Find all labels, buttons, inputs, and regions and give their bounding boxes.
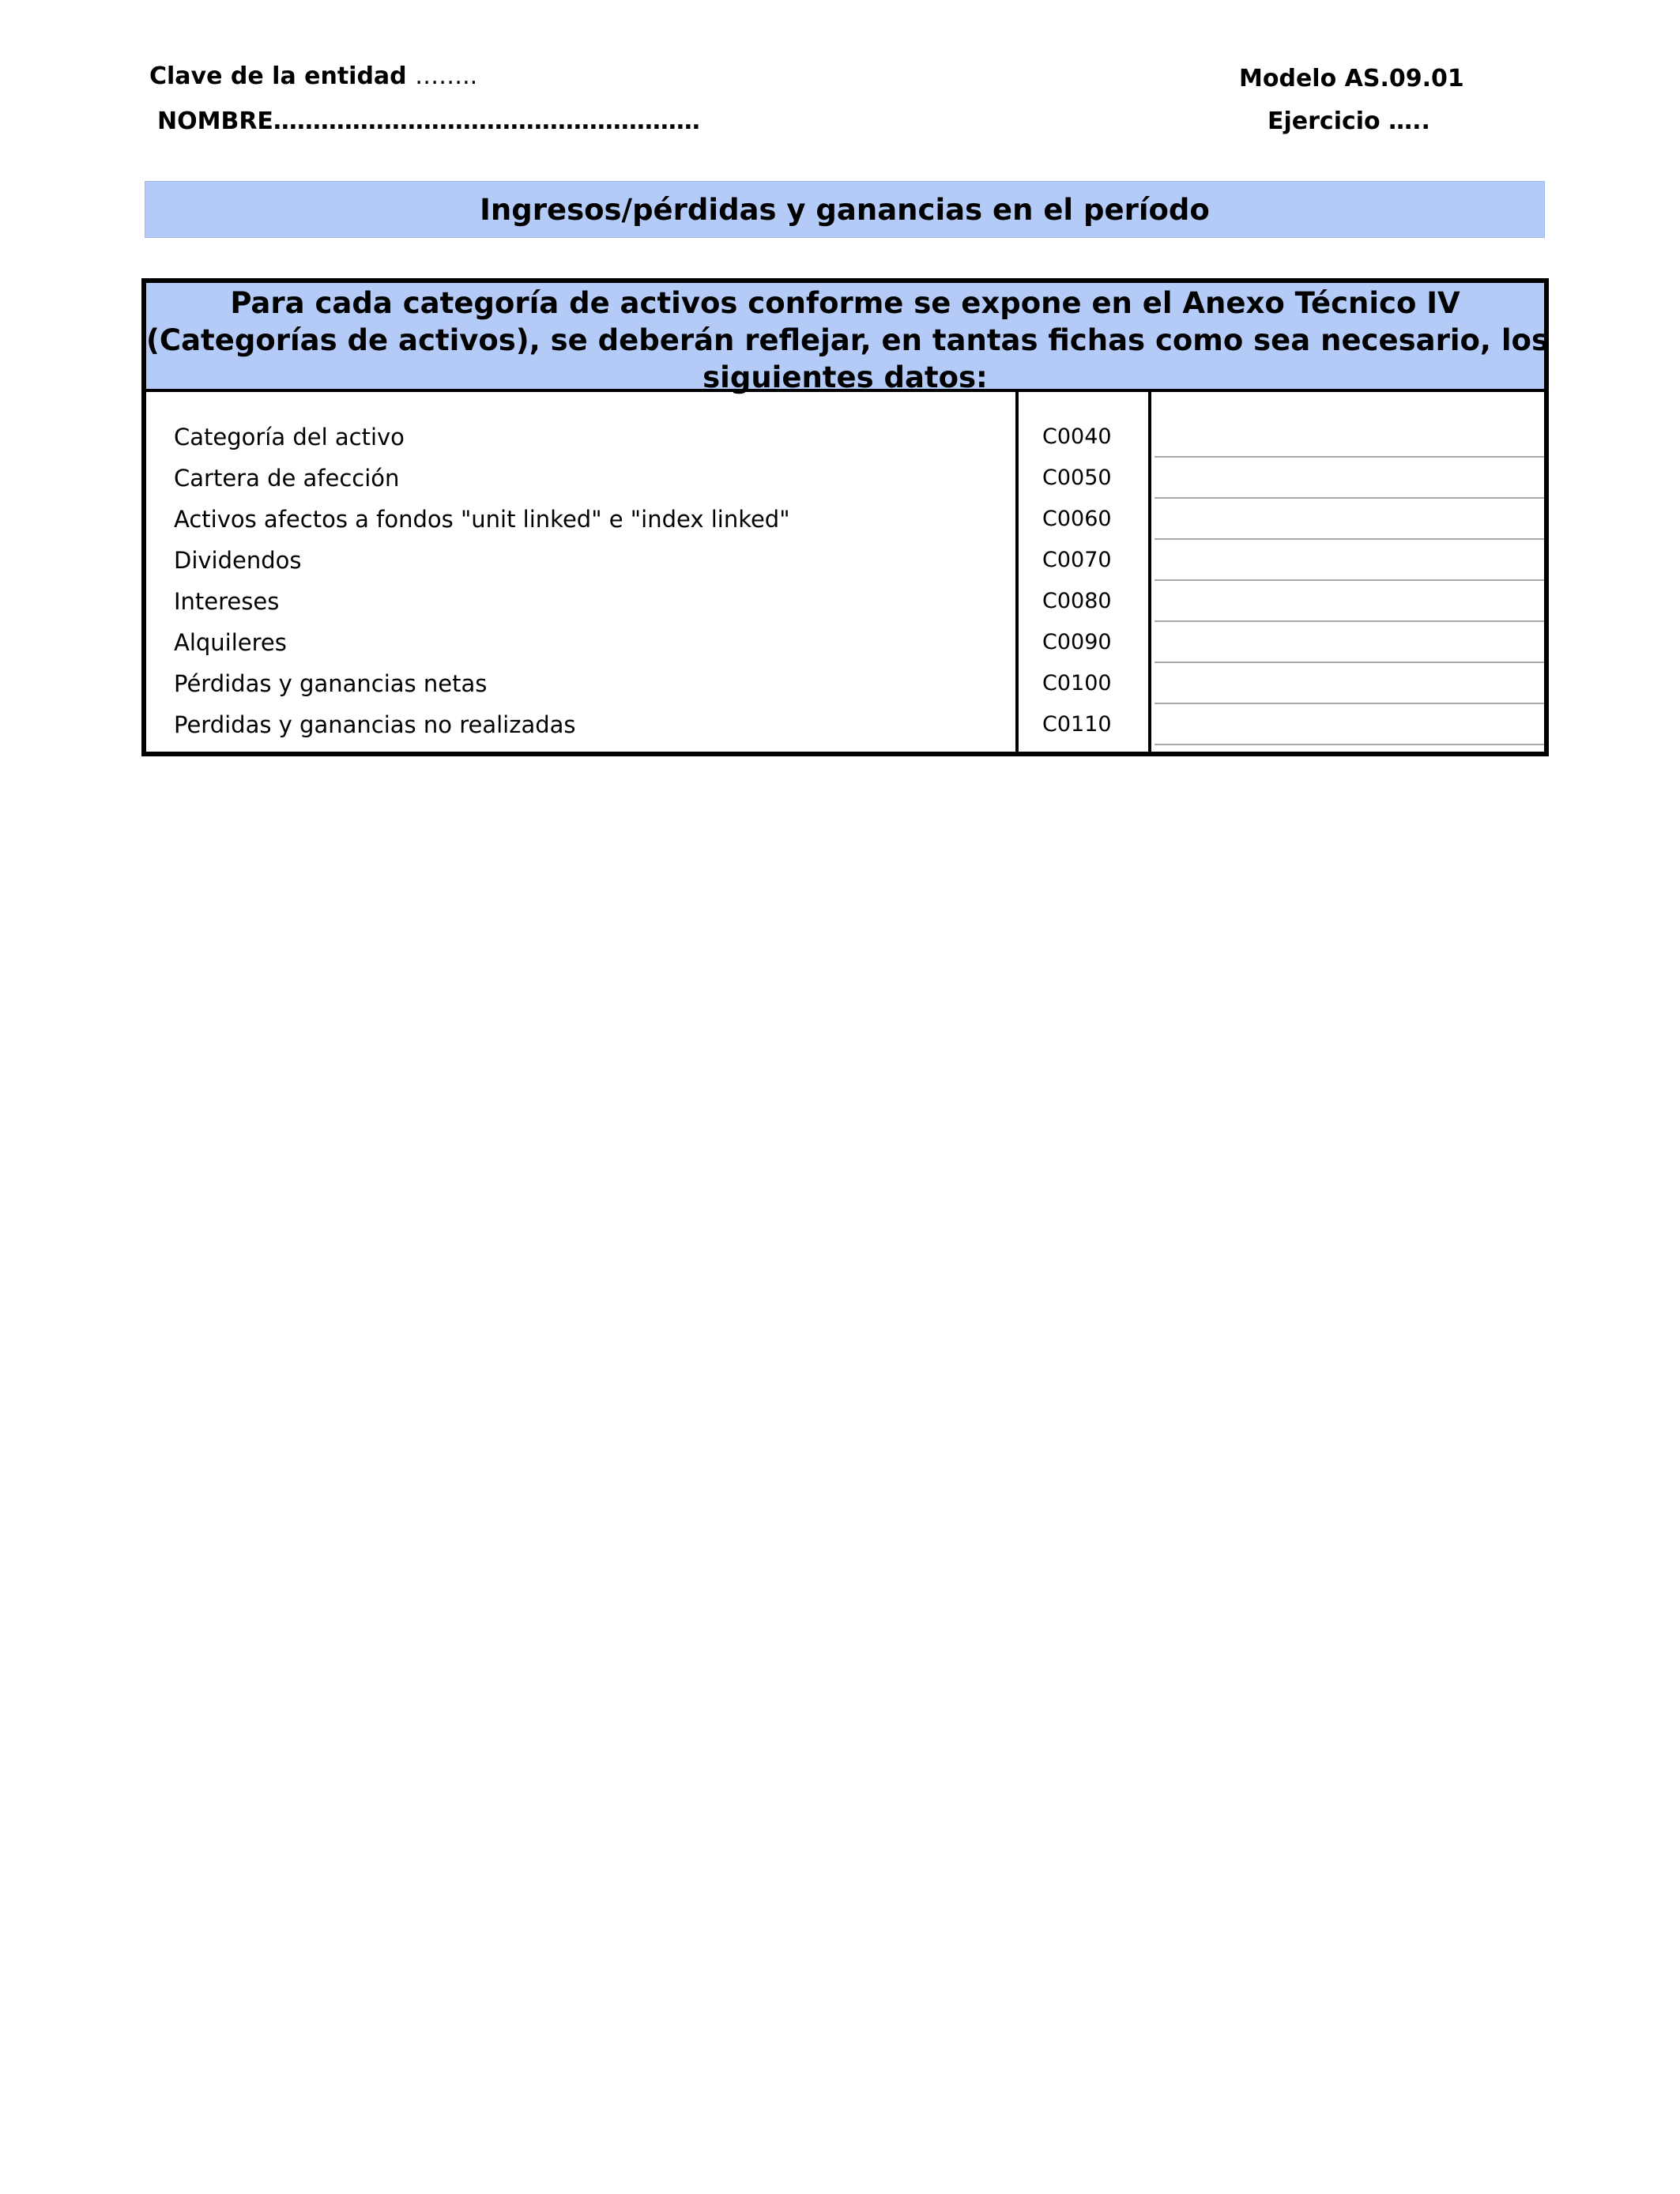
- nombre-field: NOMBRE………………………………………………: [157, 107, 700, 135]
- row-code: C0080: [1042, 589, 1112, 613]
- row-label: Intereses: [174, 588, 280, 615]
- section-title: Ingresos/pérdidas y ganancias en el período: [480, 192, 1210, 227]
- value-cell[interactable]: [1155, 663, 1544, 704]
- table-row: [146, 499, 1544, 540]
- row-label: Alquileres: [174, 629, 287, 656]
- data-table: [141, 278, 1549, 756]
- table-row: [146, 581, 1544, 622]
- table-row: [146, 417, 1544, 458]
- row-code: C0070: [1042, 548, 1112, 572]
- clave-label: Clave de la entidad: [149, 62, 407, 90]
- section-title-bar: [145, 181, 1545, 238]
- row-label: Dividendos: [174, 547, 302, 574]
- row-label: Pérdidas y ganancias netas: [174, 670, 488, 697]
- value-cell[interactable]: [1155, 499, 1544, 540]
- modelo-label: Modelo AS.09.01: [1239, 65, 1464, 92]
- value-cell[interactable]: [1155, 458, 1544, 499]
- value-cell[interactable]: [1155, 417, 1544, 458]
- row-label: Cartera de afección: [174, 465, 400, 492]
- table-row: [146, 458, 1544, 499]
- intro-line: (Categorías de activos), se deberán reflejar, en tantas fichas como sea necesario, los: [146, 323, 1549, 357]
- row-label: Perdidas y ganancias no realizadas: [174, 711, 576, 738]
- intro-box: [146, 283, 1549, 394]
- row-code: C0050: [1042, 466, 1112, 490]
- row-code: C0110: [1042, 712, 1112, 737]
- intro-line: siguientes datos:: [703, 360, 988, 394]
- value-cell[interactable]: [1155, 540, 1544, 581]
- clave-entidad: [149, 62, 477, 91]
- intro-line: Para cada categoría de activos conforme se expone en el Anexo Técnico IV: [230, 286, 1460, 320]
- row-code: C0060: [1042, 507, 1112, 531]
- ejercicio-label: Ejercicio …..: [1268, 107, 1430, 135]
- row-code: C0040: [1042, 424, 1112, 449]
- table-row: [146, 540, 1544, 581]
- value-cell[interactable]: [1155, 581, 1544, 622]
- row-label: Categoría del activo: [174, 424, 405, 450]
- clave-dots: ……..: [415, 62, 478, 90]
- table-row: [146, 663, 1544, 704]
- table-row: [146, 704, 1544, 745]
- value-cell[interactable]: [1155, 622, 1544, 663]
- value-cell[interactable]: [1155, 704, 1544, 745]
- row-code: C0100: [1042, 671, 1112, 696]
- row-label: Activos afectos a fondos "unit linked" e "index linked": [174, 506, 790, 533]
- row-code: C0090: [1042, 630, 1112, 654]
- table-row: [146, 622, 1544, 663]
